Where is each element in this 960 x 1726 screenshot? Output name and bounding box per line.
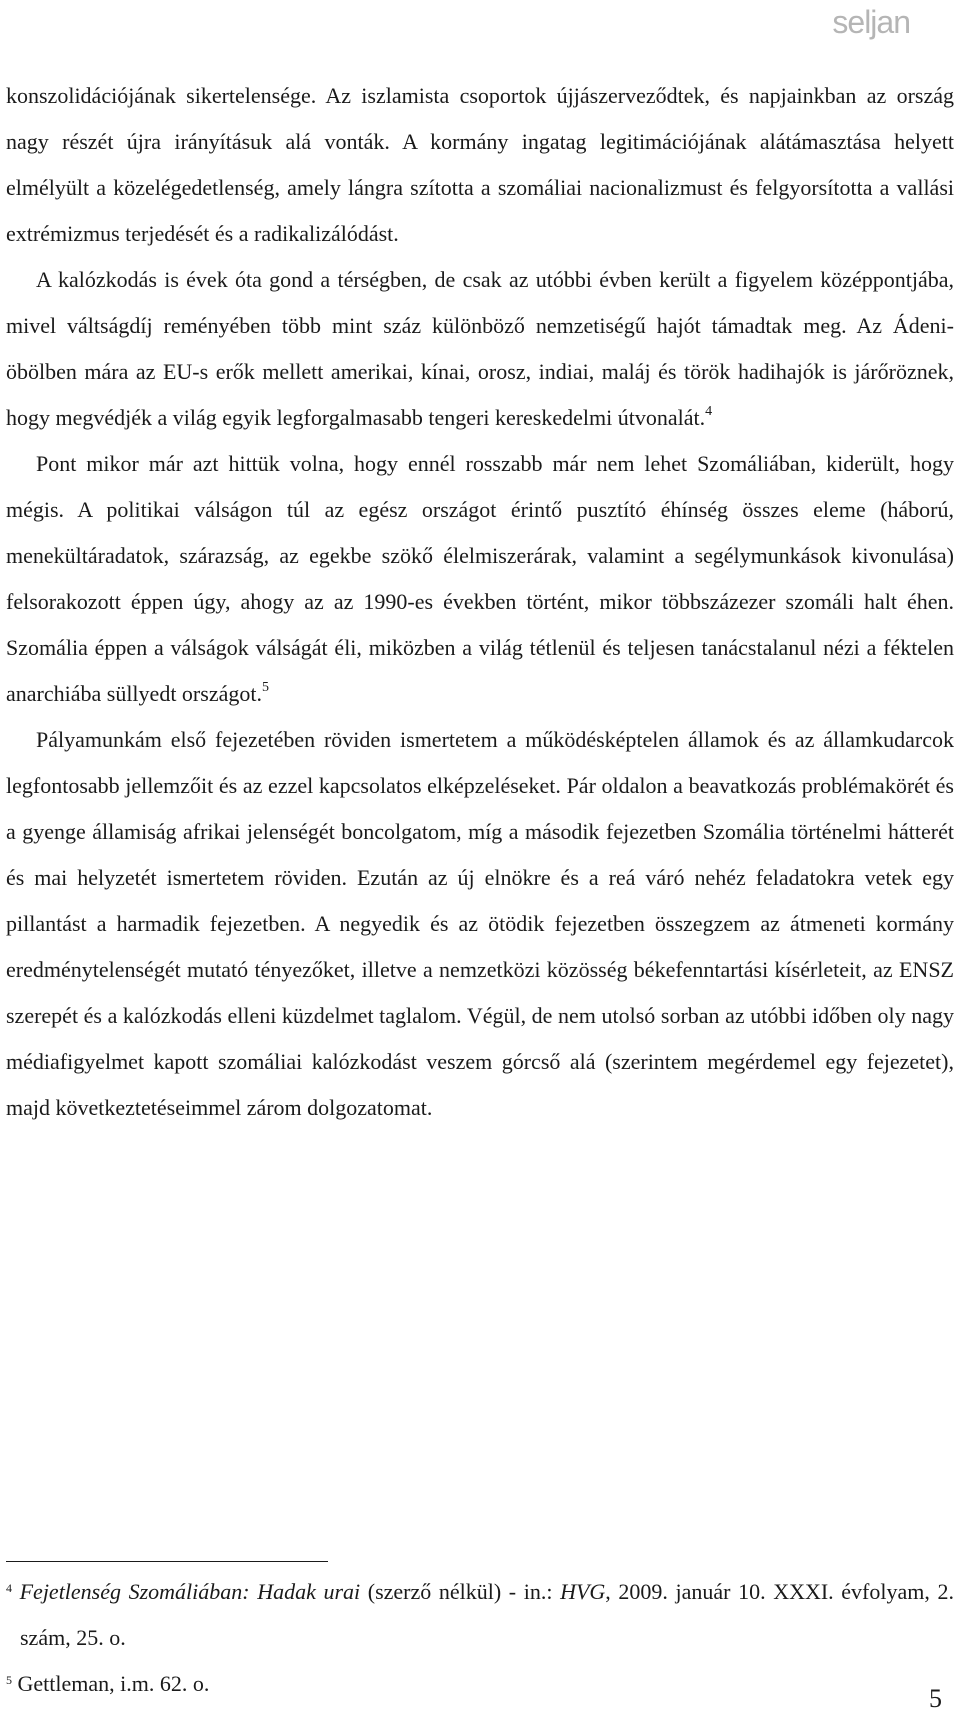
footnote-number: 4 (6, 1581, 12, 1595)
paragraph-4: Pályamunkám első fejezetében röviden ismertetem a működésképtelen államok és az államkudarcok legfontosabb jellemzőit és az ezzel kapcsolatos elképzeléseket. Pár oldalon a beavatkozás problémakörét és a gyenge államiság afrikai jelenségét boncolgatom, míg a második fejezetben Szomália történelmi hátterét és mai helyzetét ismertetem röviden. Ezután az új elnökre és a reá váró nehéz feladatokra vetek egy pillantást a harmadik fejezetben. A negyedik és az ötödik fejezetben összegzem az átmeneti kormány eredménytelenségét mutató tényezőket, illetve a nemzetközi közösség békefenntartási kísérleteit, az ENSZ szerepét és a kalózkodás elleni küzdelmet taglalom. Végül, de nem utolsó sorban az utóbbi időben oly nagy médiafigyelmet kapott szomáliai kalózkodást veszem górcső alá (szerintem megérdemel egy fejezetet), majd következtetéseimmel zárom dolgozatomat. (6, 727, 954, 1120)
footnote-title: Fejetlenség Szomáliában: Hadak urai (19, 1579, 361, 1604)
footnote-number: 5 (6, 1673, 12, 1687)
footnote-text: (szerző nélkül) - in.: (360, 1579, 561, 1604)
footnote-ref-5: 5 (261, 680, 269, 695)
paragraph-3 (6, 441, 954, 717)
footnote-5 (6, 1661, 954, 1707)
footnote-text: Gettleman, i.m. 62. o. (17, 1671, 210, 1696)
publisher-logo: seljan (832, 4, 910, 40)
footnote-ref-4: 4 (705, 404, 713, 419)
body-text (6, 73, 954, 1131)
footnote-text: , 2009. január 10. XXXI. évfolyam, 2. szám, 25. o. (20, 1579, 954, 1650)
page-number: 5 (929, 1684, 942, 1713)
footnote-source: HVG (560, 1579, 606, 1604)
paragraph-2 (6, 257, 954, 441)
footnote-4 (6, 1569, 954, 1661)
paragraph-3-text: Pont mikor már azt hittük volna, hogy ennél rosszabb már nem lehet Szomáliában, kiderült, hogy mégis. A politikai válságon túl az egész országot érintő pusztító éhínség összes eleme (háború, menekültáradatok, szárazság, az egekbe szökő élelmiszerárak, valamint a segélymunkások kivonulása) felsorakozott éppen úgy, ahogy az az 1990-es években történt, mikor többszázezer szomáli halt éhen. Szomália éppen a válságok válságát éli, miközben a világ tétlenül és teljesen tanácstalanul nézi a féktelen anarchiába süllyedt országot. (6, 451, 954, 706)
paragraph-2-text: A kalózkodás is évek óta gond a térségben, de csak az utóbbi évben került a figyelem középpontjába, mivel váltságdíj reményében több mint száz különböző nemzetiségű hajót támadtak meg. Az Ádeni-öbölben mára az EU-s erők mellett amerikai, kínai, orosz, indiai, maláj és török hadihajók is járőröznek, hogy megvédjék a világ egyik legforgalmasabb tengeri kereskedelmi útvonalát. (6, 267, 954, 430)
footnotes (6, 1569, 954, 1707)
paragraph-1: konszolidációjának sikertelensége. Az iszlamista csoportok újjászerveződtek, és napjainkban az ország nagy részét újra irányításuk alá vonták. A kormány ingatag legitimációjának alátámasztása helyett elmélyült a közelégedetlenség, amely lángra szította a szomáliai nacionalizmust és felgyorsította a vallási extrémizmus terjedését és a radikalizálódást. (6, 83, 954, 246)
footnote-separator (6, 1561, 328, 1562)
